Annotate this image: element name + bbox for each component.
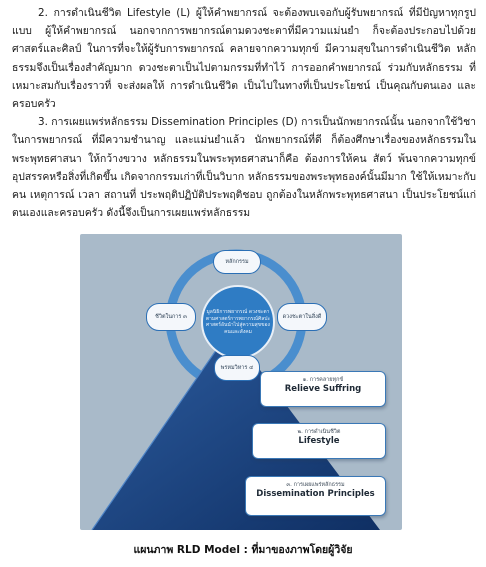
tier-dissemination	[245, 476, 386, 516]
node-left	[146, 303, 196, 331]
node-bottom	[214, 355, 260, 381]
center-circle: มูลนิธิการพยากรณ์ ดวงชะตาตามศาสตร์การพยากรณ์ศิลปะศาสตร์อันนำไปสู่ความสุขของคนและสังคม	[201, 285, 275, 359]
tier-relieve-thai: ๑. การคลายทุกข์	[302, 377, 344, 383]
tier-relieve-english: Relieve Suffring	[284, 384, 362, 394]
node-right	[277, 303, 327, 331]
node-left-label: ชีวิตในการ ๓	[155, 313, 187, 320]
tier-lifestyle	[252, 423, 386, 459]
tier-dissemination-english: Dissemination Principles	[256, 489, 375, 499]
paragraph-lifestyle: 2. การดำเนินชีวิต Lifestyle (L) ผู้ให้คำพยากรณ์ จะต้องพบเจอกับผู้รับพยากรณ์ ที่มีปัญหาทุกรูปแบบ ผู้ให้คำพยากรณ์ นอกจากการพยากรณ์ตามดวงชะตาที่มีความแม่นยำ ก็จะต้องประกอบไปด้วยศาสตร์และศิลป์ ในการที่จะให้ผู้รับการพยากรณ์ คลายจากความทุกข์ มีความสุขในการดำเนินชีวิต หลักธรรมจึงเป็นเรื่องสำคัญมาก ดวงชะตาเป็นไปตามกรรมที่ทำไว้ การออกคำพยากรณ์ ร่วมกับหลักธรรม ที่เหมาะสมกับเรื่องราวที่ จะส่งผลให้ การดำเนินชีวิต เป็นไปในทางที่เป็นประโยชน์ เป็นคุณกับตนเอง และ ครอบครัว	[12, 7, 476, 111]
node-bottom-label: พรหมวิหาร ๔	[220, 364, 254, 371]
node-right-label: ดวงชะตาในสิ่งดี	[282, 313, 322, 320]
paragraph-dissemination: 3. การเผยแพร่หลักธรรม Dissemination Principles (D) การเป็นนักพยากรณ์นั้น นอกจากใช้วิชาในการพยากรณ์ ที่มีความชำนาญ และแม่นยำแล้ว นักพยากรณ์ที่ดี ก็ต้องศึกษาเรื่องของหลักธรรมในพระพุทธศาสนา ให้กว้างขวาง หลักธรรมในพระพุทธศาสนาก็คือ ต้องการให้คน สัตว์ พ้นจากความทุกข์อุปสรรคหรือสิ่งที่เกิดขึ้น เกิดจากกรรมเก่าที่เป็นวิบาก หลักธรรมของพระพุทธองค์นั้นมีมาก ใช้ให้เหมาะกับคน เหตุการณ์ เวลา สถานที่ ประพฤติปฏิบัติประพฤติชอบ ถูกต้องในหลักพระพุทธศาสนา เป็นประโยชน์แก่ตนเองและครอบครัว ดังนี้จึงเป็นการเผยแพร่หลักธรรม	[12, 116, 476, 220]
figure-caption: แผนภาพ RLD Model : ที่มาของภาพโดยผู้วิจัย	[133, 544, 353, 556]
node-top-label: หลักกรรม	[225, 258, 249, 265]
rld-model-figure	[80, 234, 402, 530]
tier-lifestyle-english: Lifestyle	[298, 436, 340, 446]
node-top	[213, 250, 261, 274]
body-text	[12, 4, 476, 222]
tier-relieve-suffering	[260, 371, 386, 407]
tier-dissemination-thai: ๓. การเผยแพร่หลักธรรม	[286, 482, 345, 488]
tier-lifestyle-thai: ๒. การดำเนินชีวิต	[297, 429, 341, 435]
